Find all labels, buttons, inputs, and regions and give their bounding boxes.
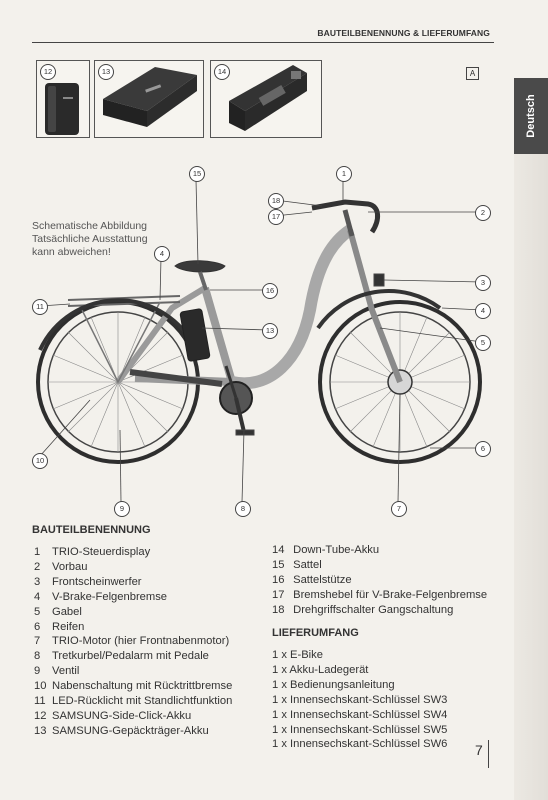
list-item: 14 Down-Tube-Akku [272, 544, 380, 556]
accessory-number-13: 13 [98, 64, 114, 80]
list-item: 1 TRIO-Steuerdisplay [34, 546, 151, 558]
list-item: 11 LED-Rücklicht mit Standlichtfunktion [34, 695, 233, 708]
list-item: 1 x Innensechskant-Schlüssel SW5 [272, 723, 448, 736]
list-item: 15 Sattel [272, 558, 322, 571]
callout-3: 3 [475, 275, 491, 291]
callout-15: 15 [189, 166, 205, 182]
parts-list-left [34, 545, 232, 739]
schematic-note-line: Tatsächliche Ausstattung [32, 233, 148, 245]
list-item: 4 V-Brake-Felgenbremse [34, 590, 168, 603]
language-tab [514, 78, 548, 154]
list-item: 6 Reifen [34, 620, 85, 633]
header-rule [32, 42, 494, 43]
list-item: 1 x E-Bike [272, 649, 323, 661]
accessory-box-13 [94, 60, 204, 138]
figure-label-a: A [466, 67, 479, 80]
list-item: 17 Bremshebel für V-Brake-Felgenbremse [272, 588, 488, 601]
list-item: 1 x Innensechskant-Schlüssel SW6 [272, 738, 448, 751]
list-item: 12 SAMSUNG-Side-Click-Akku [34, 709, 192, 722]
callout-13: 13 [262, 323, 278, 339]
delivery-heading: LIEFERUMFANG [272, 627, 359, 639]
page-number-rule [488, 740, 489, 768]
callout-6: 6 [475, 441, 491, 457]
page-header-title: BAUTEILBENENNUNG & LIEFERUMFANG [317, 28, 490, 38]
callout-4-rear: 4 [154, 246, 170, 262]
list-item: 18 Drehgriffschalter Gangschaltung [272, 603, 454, 616]
language-tab-label: Deutsch [525, 94, 537, 138]
list-item: 7 TRIO-Motor (hier Frontnabenmotor) [34, 635, 230, 648]
schematic-note-line: Schematische Abbildung [32, 220, 147, 232]
page-edge-strip [514, 154, 548, 800]
callout-9: 9 [114, 501, 130, 517]
callout-17: 17 [268, 209, 284, 225]
callout-5: 5 [475, 335, 491, 351]
callout-1: 1 [336, 166, 352, 182]
list-item: 13 SAMSUNG-Gepäckträger-Akku [34, 724, 209, 737]
list-item: 16 Sattelstütze [272, 573, 352, 586]
callout-10: 10 [32, 453, 48, 469]
list-item: 3 Frontscheinwerfer [34, 575, 142, 588]
callout-4: 4 [475, 303, 491, 319]
list-item: 5 Gabel [34, 605, 82, 618]
page-number: 7 [475, 742, 483, 758]
callout-16: 16 [262, 283, 278, 299]
ebike-illustration [0, 160, 510, 520]
accessory-box-14 [210, 60, 322, 138]
list-item: 1 x Bedienungsanleitung [272, 678, 395, 691]
list-item: 9 Ventil [34, 665, 80, 678]
list-item: 10 Nabenschaltung mit Rücktrittbremse [34, 680, 233, 693]
delivery-list [272, 648, 447, 752]
accessory-box-12 [36, 60, 90, 138]
list-item: 1 x Innensechskant-Schlüssel SW4 [272, 708, 448, 721]
list-item: 8 Tretkurbel/Pedalarm mit Pedale [34, 650, 209, 663]
accessory-number-14: 14 [214, 64, 230, 80]
list-item: 2 Vorbau [34, 560, 88, 573]
callout-8: 8 [235, 501, 251, 517]
callout-7: 7 [391, 501, 407, 517]
callout-11: 11 [32, 299, 48, 315]
list-item: 1 x Akku-Ladegerät [272, 663, 369, 676]
parts-list-right [272, 543, 487, 618]
parts-heading: BAUTEILBENENNUNG [32, 524, 151, 536]
schematic-note-line: kann abweichen! [32, 246, 111, 258]
callout-18: 18 [268, 193, 284, 209]
callout-2: 2 [475, 205, 491, 221]
list-item: 1 x Innensechskant-Schlüssel SW3 [272, 693, 448, 706]
accessory-number-12: 12 [40, 64, 56, 80]
